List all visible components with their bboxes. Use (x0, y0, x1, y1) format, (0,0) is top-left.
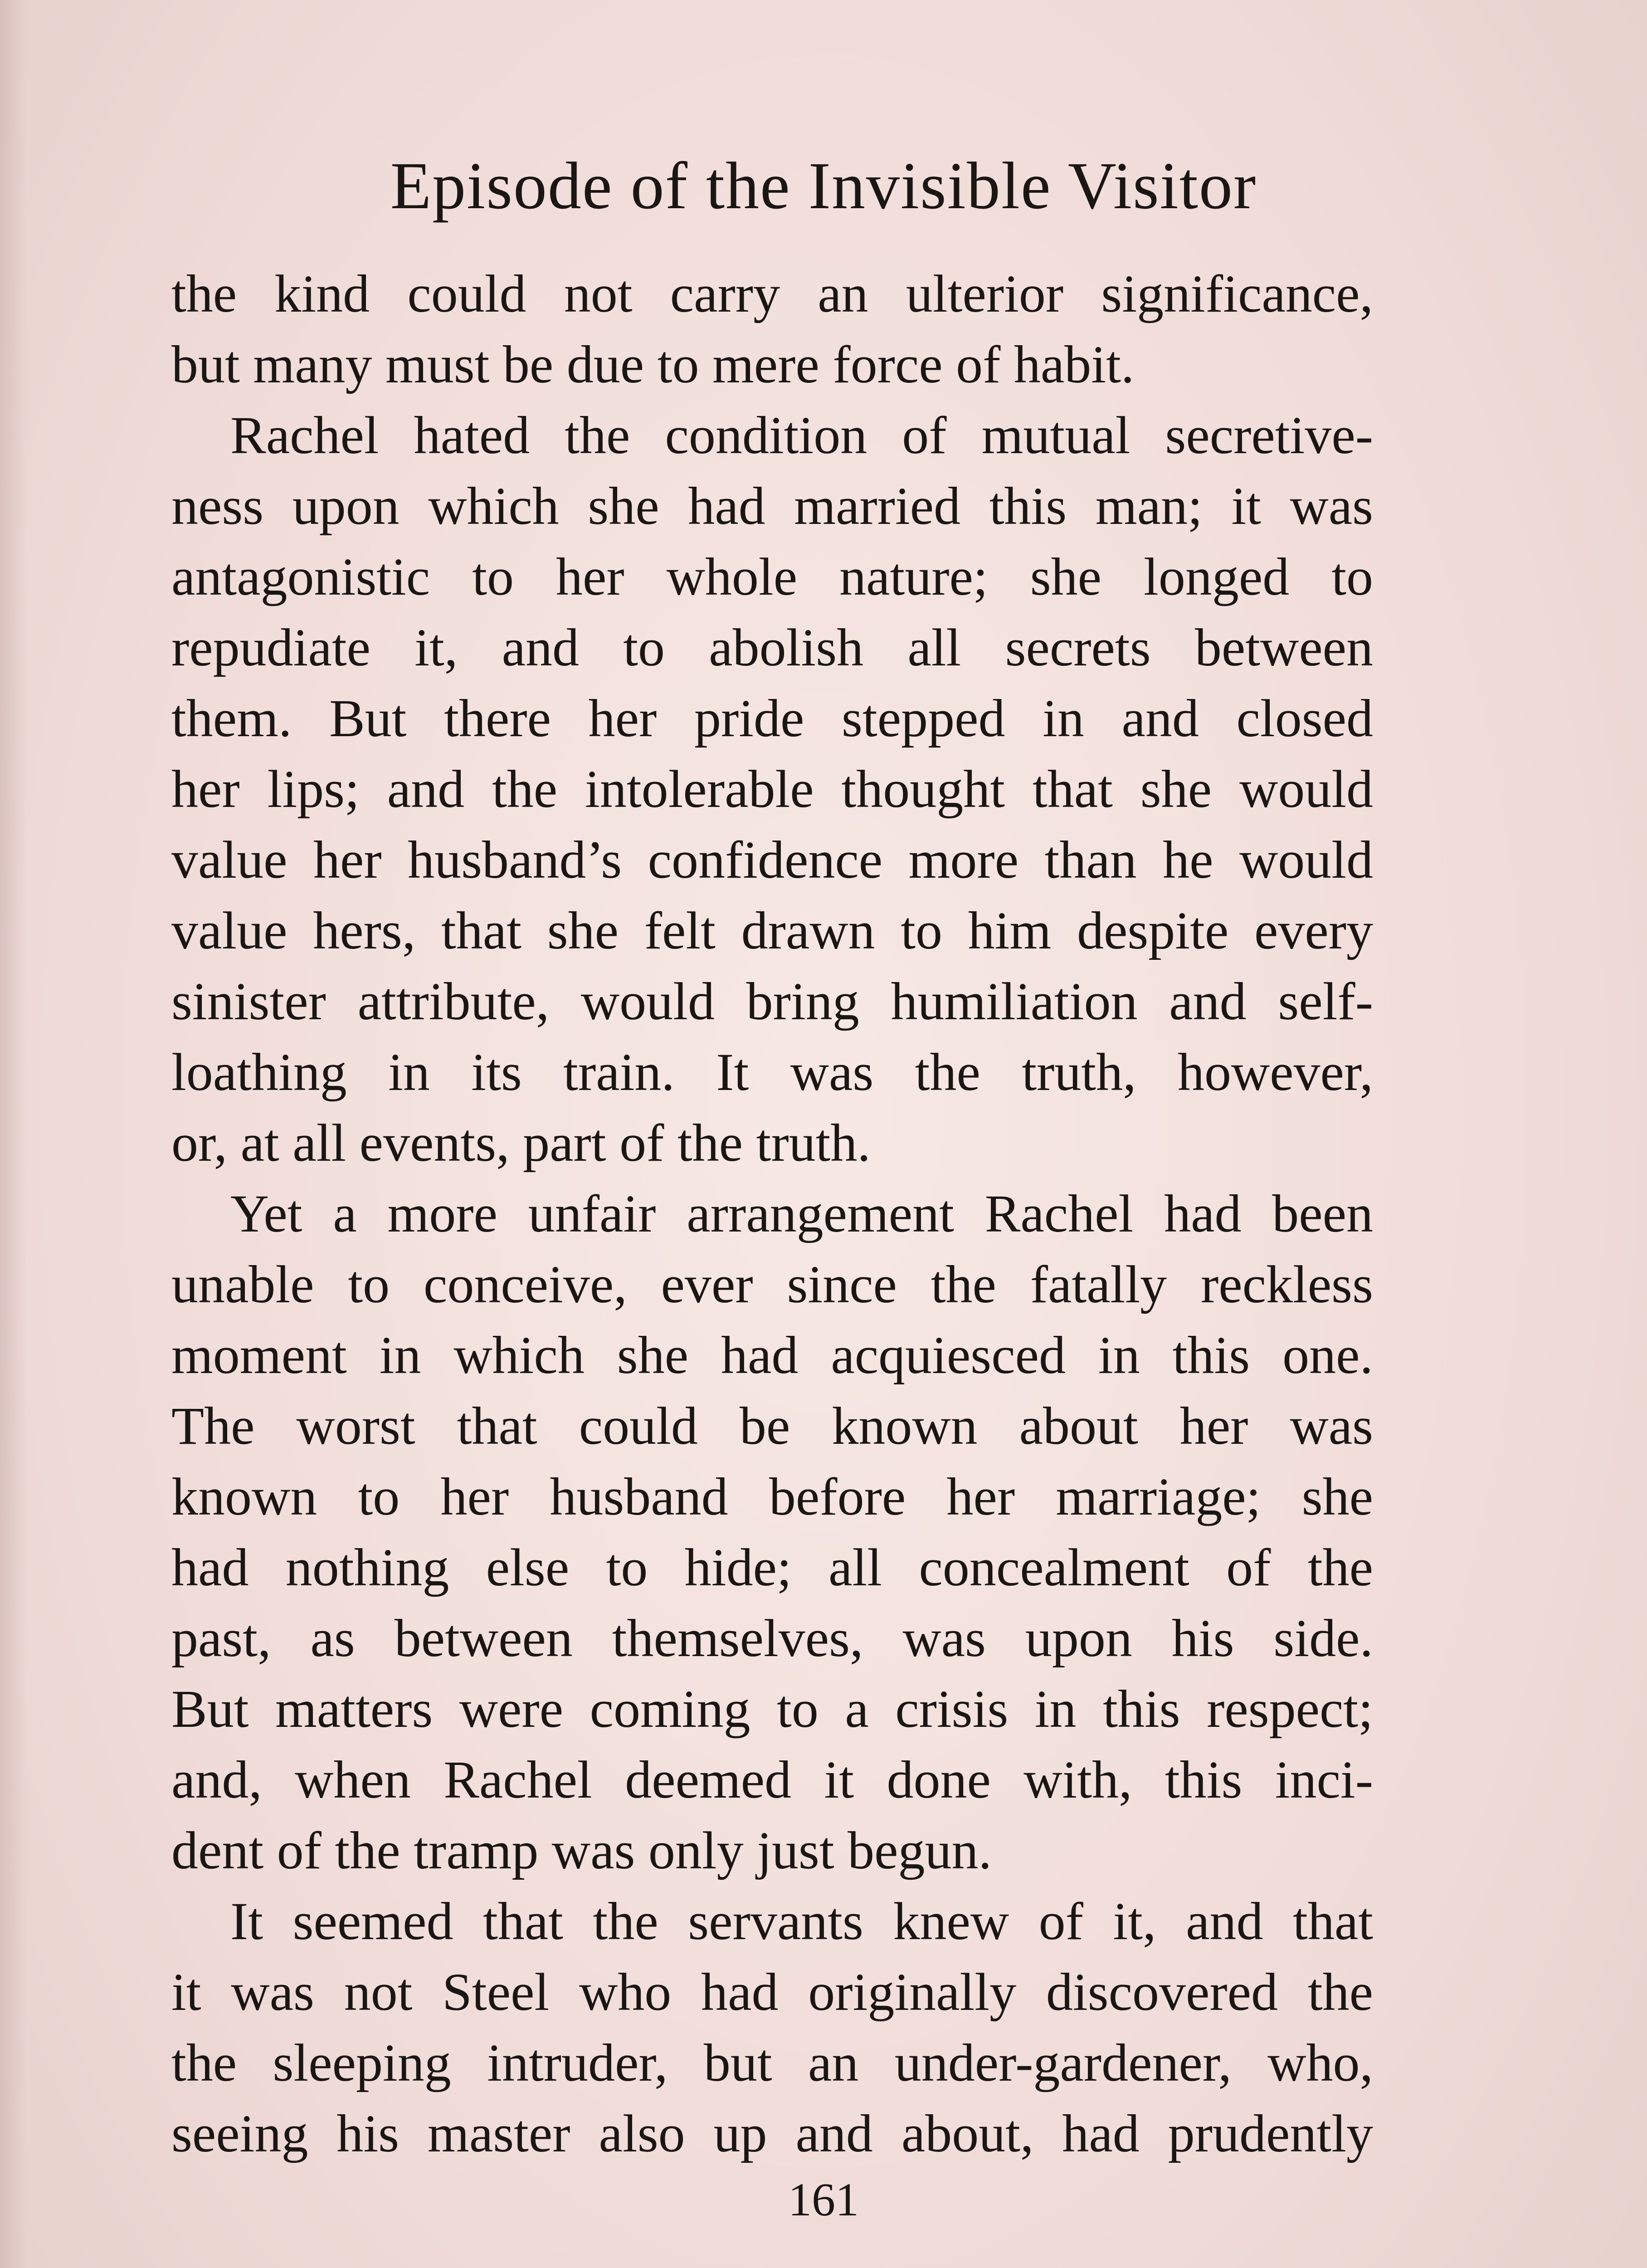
text-line: known to her husband before her marriage; she (171, 1467, 1373, 1526)
text-line: moment in which she had acquiesced in this one. (171, 1325, 1373, 1385)
text-line: Rachel hated the condition of mutual secretive- (230, 406, 1373, 465)
text-line: ness upon which she had married this man; it was (171, 476, 1373, 536)
text-line: value hers, that she felt drawn to him despite every (171, 901, 1373, 960)
text-line: but many must be due to mere force of habit. (171, 335, 1135, 394)
page-number: 161 (788, 2174, 859, 2226)
text-line: seeing his master also up and about, had prudently (171, 2104, 1373, 2163)
paragraph (171, 400, 1373, 1178)
text-line: and, when Rachel deemed it done with, this inci- (171, 1750, 1373, 1809)
text-line: Yet a more unfair arrangement Rachel had been (230, 1184, 1373, 1243)
text-line: unable to conceive, ever since the fatally reckless (171, 1255, 1373, 1314)
text-line: her lips; and the intolerable thought that she would (171, 759, 1373, 819)
text-line: value her husband’s confidence more than he would (171, 830, 1373, 890)
text-line: or, at all events, part of the truth. (171, 1113, 871, 1173)
paragraph (171, 1178, 1373, 1886)
text-line: the sleeping intruder, but an under-gardener, who, (171, 2033, 1373, 2092)
text-line: sinister attribute, would bring humiliation and self- (171, 972, 1373, 1031)
text-line: had nothing else to hide; all concealment of the (171, 1538, 1373, 1597)
text-line: antagonistic to her whole nature; she longed to (171, 547, 1373, 606)
text-line: them. But there her pride stepped in and closed (171, 689, 1373, 748)
page-gutter-shadow (0, 0, 27, 2268)
text-line: But matters were coming to a crisis in this respect; (171, 1679, 1373, 1739)
paragraph (171, 259, 1373, 400)
text-line: The worst that could be known about her was (171, 1396, 1373, 1456)
text-line: loathing in its train. It was the truth, however, (171, 1042, 1373, 1102)
text-line: past, as between themselves, was upon his side. (171, 1608, 1373, 1668)
text-line: repudiate it, and to abolish all secrets between (171, 618, 1373, 677)
text-line: It seemed that the servants knew of it, and that (230, 1892, 1373, 1951)
text-line: dent of the tramp was only just begun. (171, 1821, 992, 1880)
body-text (171, 259, 1373, 2169)
text-line: it was not Steel who had originally discovered the (171, 1962, 1373, 2022)
running-title: Episode of the Invisible Visitor (390, 149, 1257, 223)
paragraph (171, 1886, 1373, 2169)
text-line: the kind could not carry an ulterior significance, (171, 264, 1373, 323)
